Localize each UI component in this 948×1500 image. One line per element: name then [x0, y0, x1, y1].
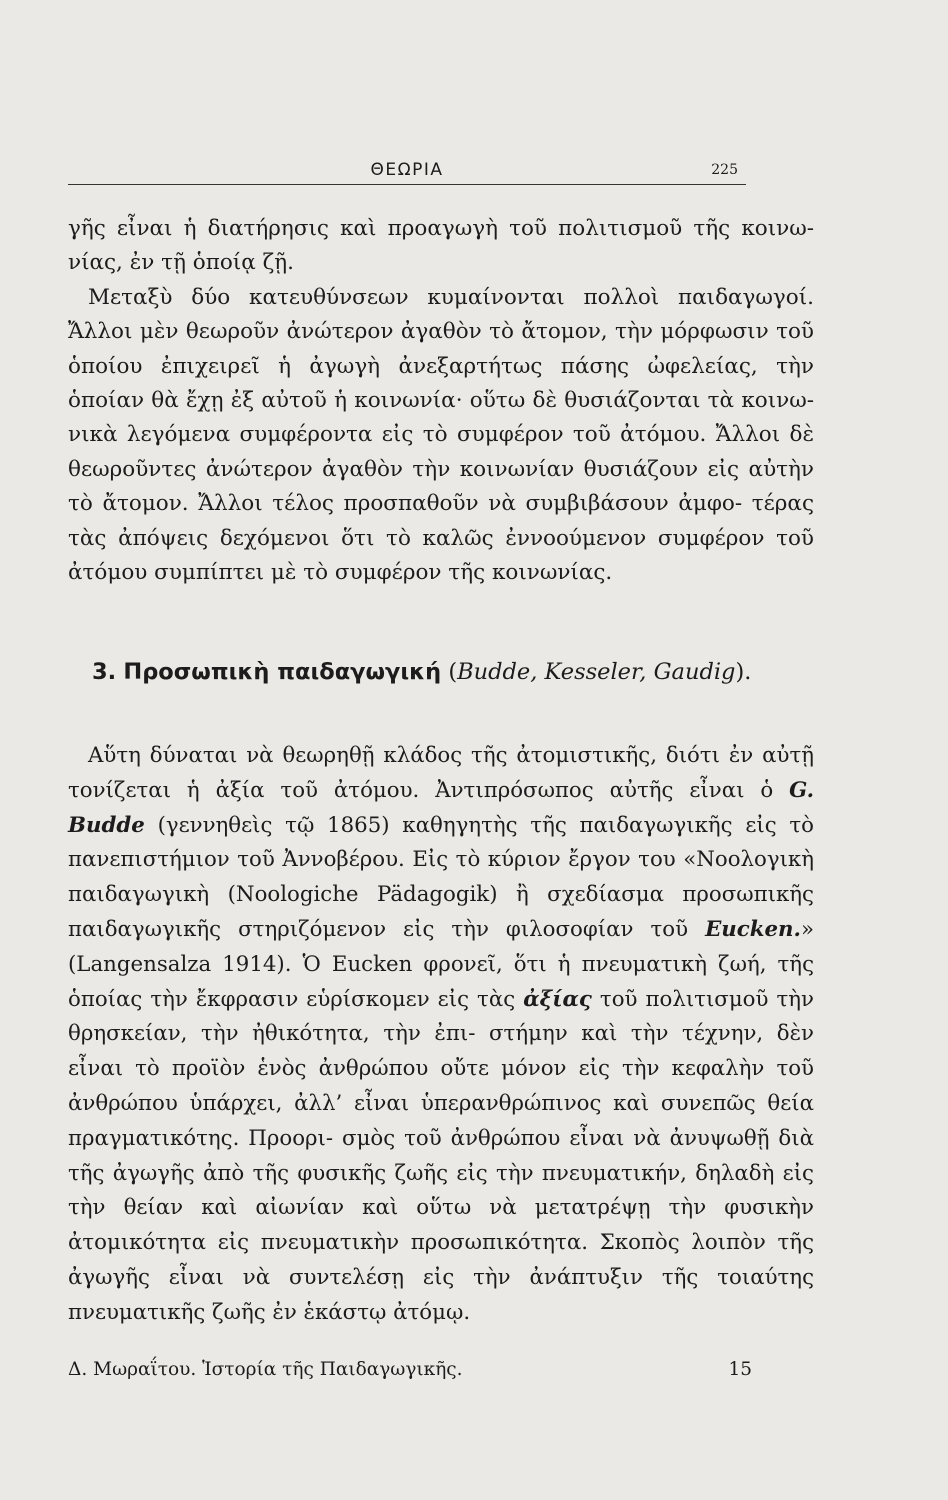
running-header [68, 160, 746, 185]
section-open-paren: ( [448, 659, 458, 685]
footer-reference: Δ. Μωραΐτου. Ἱστορία τῆς Παιδαγωγικῆς. [68, 1359, 463, 1380]
header-title: ΘΕΩΡΙΑ [370, 160, 444, 180]
text-run: τοῦ πολιτισμοῦ τὴν θρησκείαν, τὴν ἠθικότητα, τὴν ἐπι- στήμην καὶ τὴν τέχνην, δὲν εἶναι τὸ προϊὸν ἑνὸς ἀνθρώπου οὔτε μόνον εἰς τὴν κεφαλὴν τοῦ ἀνθρώπου ὑπάρχει, ἀλλ’ εἶναι ὑπερανθρώπινος καὶ συνεπῶς θεία πραγματικότης. Προορι- σμὸς τοῦ ἀνθρώπου εἶναι νὰ ἀνυψωθῇ διὰ τῆς ἀγωγῆς ἀπὸ τῆς φυσικῆς ζωῆς εἰς τὴν πνευματικήν, δηλαδὴ εἰς τὴν θείαν καὶ αἰωνίαν καὶ οὕτω νὰ μετατρέψῃ τὴν φυσικὴν ἀτομικότητα εἰς πνευματικὴν προσωπικότητα. Σκοπὸς λοιπὸν τῆς ἀγωγῆς εἶναι νὰ συντελέσῃ εἰς τὴν ἀνάπτυξιν τῆς τοιαύτης πνευματικῆς ζωῆς ἐν ἑκάστῳ ἀτόμῳ. [68, 986, 814, 1325]
name-eucken: Eucken. [705, 916, 801, 942]
paragraph-personal-pedagogy [68, 739, 814, 1331]
page-number: 225 [711, 162, 738, 178]
section-authors: Budde, Kesseler, Gaudig [457, 659, 736, 685]
name-budde: G. Budde [68, 777, 814, 838]
section-text [68, 739, 814, 1331]
section-title: Προσωπικὴ παιδαγωγική [123, 659, 442, 685]
section-heading [92, 659, 812, 685]
text-run: Αὕτη δύναται νὰ θεωρηθῇ κλάδος τῆς ἀτομιστικῆς, διότι ἐν αὐτῇ τονίζεται ἡ ἀξία τοῦ ἀτόμου. Ἀντιπρόσωπος αὐτῆς εἶναι ὁ [68, 743, 814, 803]
text-run: » (Langensalza 1914). Ὁ Eucken φρονεῖ, ὅτι ἡ πνευματικὴ ζωή, τῆς ὁποίας τὴν ἔκφρασιν εὑρίσκομεν εἰς τὰς [68, 916, 814, 1012]
section-number: 3. [92, 659, 117, 685]
section-close-paren: ). [735, 659, 752, 685]
term-axias: ἀξίας [523, 986, 592, 1012]
paragraph-continuation: γῆς εἶναι ἡ διατήρησις καὶ προαγωγὴ τοῦ πολιτισμοῦ τῆς κοινω- νίας, ἐν τῇ ὁποίᾳ ζῇ. [68, 216, 814, 276]
signature-mark: 15 [728, 1359, 752, 1380]
intro-text [68, 212, 814, 590]
paragraph-directions: Μεταξὺ δύο κατευθύνσεων κυμαίνονται πολλοὶ παιδαγωγοί. Ἄλλοι μὲν θεωροῦν ἀνώτερον ἀγαθὸν τὸ ἄτομον, τὴν μόρφωσιν τοῦ ὁποίου ἐπιχειρεῖ ἡ ἀγωγὴ ἀνεξαρτήτως πάσης ὠφελείας, τὴν ὁποίαν θὰ ἔχῃ ἐξ αὐτοῦ ἡ κοινωνία· οὕτω δὲ θυσιάζονται τὰ κοινω- νικὰ λεγόμενα συμφέροντα εἰς τὸ συμφέρον τοῦ ἀτόμου. Ἄλλοι δὲ θεωροῦντες ἀνώτερον ἀγαθὸν τὴν κοινωνίαν θυσιάζουν εἰς αὐτὴν τὸ ἄτομον. Ἄλλοι τέλος προσπαθοῦν νὰ συμβιβάσουν ἀμφο- τέρας τὰς ἀπόψεις δεχόμενοι ὅτι τὸ καλῶς ἐννοούμενον συμφέρον τοῦ ἀτόμου συμπίπτει μὲ τὸ συμφέρον τῆς κοινωνίας. [68, 284, 814, 586]
text-run: (γεννηθεὶς τῷ 1865) καθηγητὴς τῆς παιδαγωγικῆς εἰς τὸ πανεπιστήμιον τοῦ Ἀννοβέρου. Εἰς τὸ κύριον ἔργον του «Νοολογικὴ παιδαγωγικὴ (Noologiche Pädagogik) ἢ σχεδίασμα προσωπικῆς παιδαγωγικῆς στηριζόμενον εἰς τὴν φιλοσοφίαν τοῦ [68, 812, 814, 942]
